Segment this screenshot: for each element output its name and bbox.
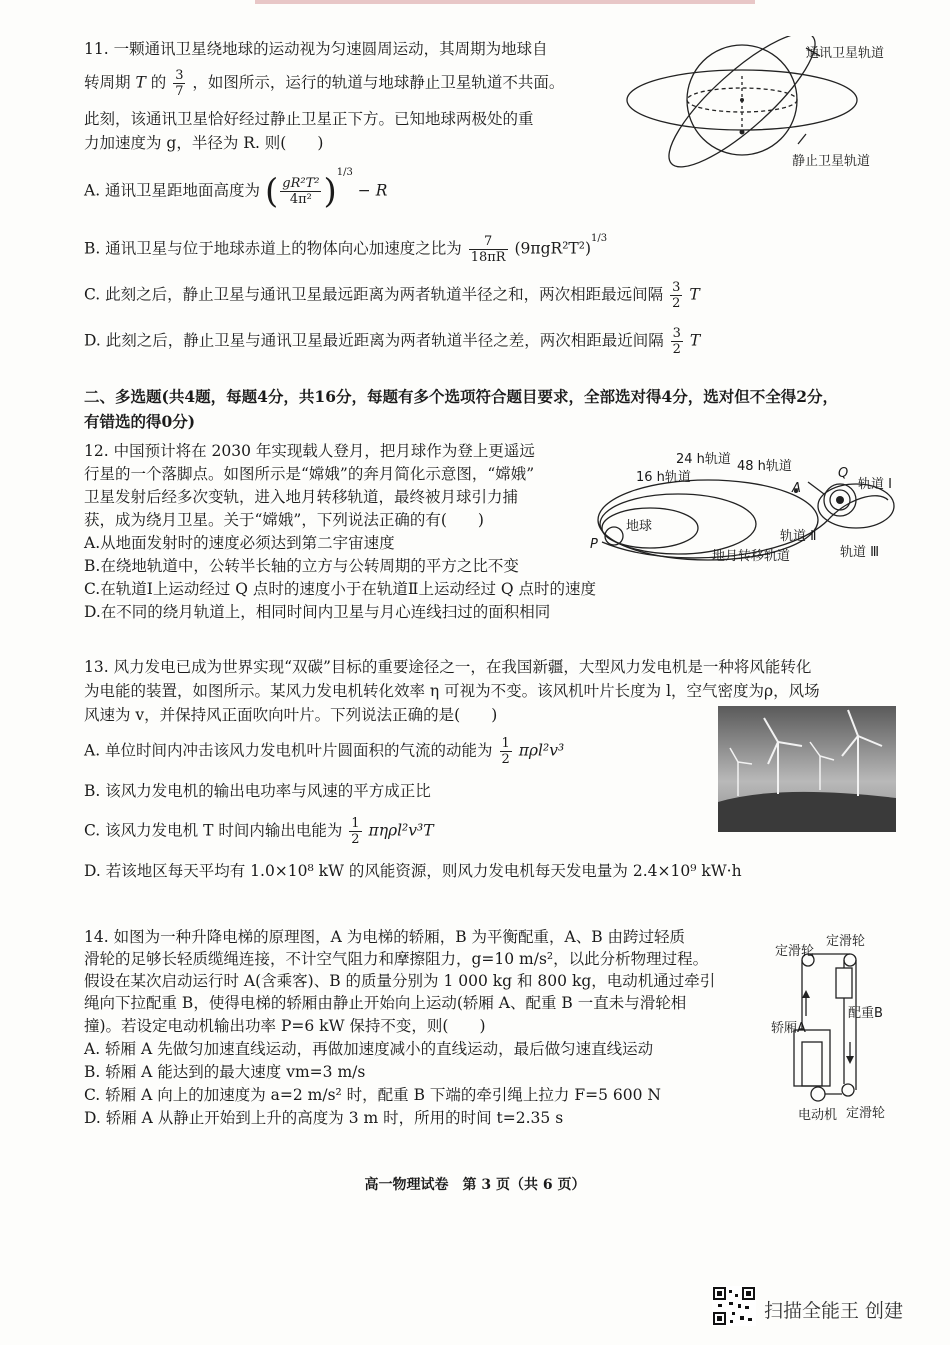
q11-option-d: D. 此刻之后，静止卫星与通讯卫星最近距离为两者轨道半径之差，两次相距最近间隔 $\frac{3}{2}$ T xyxy=(84,326,701,357)
section-2-heading-line-2: 有错选的得0分) xyxy=(84,412,196,431)
q11-var-T: T xyxy=(135,73,146,92)
q14-stem-line-3: 假设在某次启动运行时 A(含乘客)、B 的质量分别为 1 000 kg 和 800 kg，电动机通过牵引 xyxy=(84,972,716,990)
q13-stem-line-1: 13. 风力发电已成为世界实现“双碳”目标的重要途径之一，在我国新疆，大型风力发电机是一种将风能转化 xyxy=(84,658,812,676)
page-footer: 高一物理试卷 第 3 页（共 6 页） xyxy=(364,1177,586,1193)
q11-d-fraction: $\frac{3}{2}$ xyxy=(672,326,681,357)
point-a-label: A xyxy=(792,481,801,496)
q11-fraction-3-7: $\frac{3}{7}$ xyxy=(175,68,184,99)
q11-option-a: A. 通讯卫星距地面高度为 ( $\frac{\text{gR²T²}}{\text{4π²}}$ )$^{1/3}$ − R xyxy=(84,167,388,212)
moon-dot xyxy=(836,496,844,504)
q13-option-a: A. 单位时间内冲击该风力发电机叶片圆面积的气流的动能为 $\frac{1}{2}$ πρl²v³ xyxy=(84,736,565,767)
q11-option-c: C. 此刻之后，静止卫星与通讯卫星最远距离为两者轨道半径之和，两次相距最远间隔 $\frac{3}{2}$ T xyxy=(84,280,700,311)
point-p-label: P xyxy=(590,537,598,552)
q14-stem-line-2: 滑轮的足够长轻质缆绳连接，不计空气阻力和摩擦阻力，g=10 m/s²，以此分析物理过程。 xyxy=(84,950,709,968)
comm-orbit-label: 通讯卫星轨道 xyxy=(806,46,885,61)
counterweight-label: 配重B xyxy=(848,1006,883,1021)
orbit-24h-label: 24 h轨道 xyxy=(676,452,731,467)
q12-stem-line-3: 卫星发射后经多次变轨，进入地月转移轨道，最终被月球引力捕 xyxy=(84,488,519,506)
orbit-48h-label: 48 h轨道 xyxy=(737,459,792,474)
q11-stem-line-2 xyxy=(84,68,564,99)
q12-option-d: D.在不同的绕月轨道上，相同时间内卫星与月心连线扫过的面积相同 xyxy=(84,603,551,621)
q11-stem-line-3: 此刻，该通讯卫星恰好经过静止卫星正下方。已知地球两极处的重 xyxy=(84,110,534,128)
motor xyxy=(811,1087,825,1101)
qr-code-icon xyxy=(712,1286,756,1326)
orbit-3-label: 轨道 Ⅲ xyxy=(840,545,880,560)
elevator-car-label: 轿厢A xyxy=(771,1021,806,1036)
q13-stem-line-2: 为电能的装置，如图所示。某风力发电机转化效率 η 可视为不变。该风机叶片长度为 l，空气密度为ρ，风场 xyxy=(84,682,820,700)
counterweight-b xyxy=(836,968,852,998)
top-edge-strip xyxy=(255,0,755,4)
elevator-car-a xyxy=(794,1030,830,1086)
q11-b-fraction: $\frac{7}{18\pi R}$ xyxy=(470,234,506,265)
q12-option-b: B.在绕地轨道中，公转半长轴的立方与公转周期的平方之比不变 xyxy=(84,557,519,575)
orbit-2-label: 轨道 Ⅱ xyxy=(780,529,817,544)
fixed-pulley-label-3: 定滑轮 xyxy=(846,1106,886,1121)
orbit-1-label: 轨道 Ⅰ xyxy=(858,477,892,492)
q11-option-b: B. 通讯卫星与位于地球赤道上的物体向心加速度之比为 $\frac{7}{18\pi R}$ $(9\pi gR^2T^2)^{1/3}$ xyxy=(84,233,608,265)
fixed-pulley-label-1: 定滑轮 xyxy=(775,944,815,959)
earth-label: 地球 xyxy=(626,519,653,534)
q11-a-fraction: $\frac{\text{gR²T²}}{\text{4π²}}$ xyxy=(282,176,320,207)
q14-option-c: C. 轿厢 A 向上的加速度为 a=2 m/s² 时，配重 B 下端的牵引绳上拉力 F=5 600 N xyxy=(84,1086,661,1104)
motor-label: 电动机 xyxy=(798,1108,838,1123)
q12-option-a: A.从地面发射时的速度必须达到第二宇宙速度 xyxy=(84,534,395,552)
q13-option-c: C. 该风力发电机 T 时间内输出电能为 $\frac{1}{2}$ πηρl²v³T xyxy=(84,816,434,847)
q11-stem-text: 转周期 xyxy=(84,73,131,92)
q14-option-b: B. 轿厢 A 能达到的最大速度 vm=3 m/s xyxy=(84,1063,366,1081)
q12-stem-line-1: 12. 中国预计将在 2030 年实现载人登月，把月球作为登上更遥远 xyxy=(84,442,535,460)
q12-stem-line-4: 获，成为绕月卫星。关于“嫦娥”，下列说法正确的有( ) xyxy=(84,511,484,529)
fixed-pulley-bottom xyxy=(842,1084,854,1096)
scanner-watermark: 扫描全能王 创建 xyxy=(764,1300,904,1322)
q13-option-b: B. 该风力发电机的输出电功率与风速的平方成正比 xyxy=(84,782,431,800)
q11-stem-line-4: 力加速度为 g，半径为 R. 则( ) xyxy=(84,134,324,152)
orbit-16h-label: 16 h轨道 xyxy=(636,470,691,485)
q11-stem-text-c: ，如图所示，运行的轨道与地球静止卫星轨道不共面。 xyxy=(192,73,565,92)
fixed-pulley-label-2: 定滑轮 xyxy=(826,934,866,949)
q14-stem-line-5: 撞)。若设定电动机输出功率 P=6 kW 保持不变，则( ) xyxy=(84,1017,486,1035)
transfer-orbit-label: 地月转移轨道 xyxy=(712,549,791,564)
q13-a-fraction: $\frac{1}{2}$ xyxy=(501,736,510,767)
q11-c-fraction: $\frac{3}{2}$ xyxy=(672,280,681,311)
q14-stem-line-4: 绳向下拉配重 B，使得电梯的轿厢由静止开始向上运动(轿厢 A、配重 B 一直未与滑轮相 xyxy=(84,994,687,1012)
q14-stem-line-1: 14. 如图为一种升降电梯的原理图，A 为电梯的轿厢，B 为平衡配重，A、B 由跨过轻质 xyxy=(84,928,686,946)
q11-stem-text-b: 的 xyxy=(150,73,167,92)
q14-option-a: A. 轿厢 A 先做匀加速直线运动，再做加速度减小的直线运动，最后做匀速直线运动 xyxy=(84,1040,654,1058)
q12-stem-line-2: 行星的一个落脚点。如图所示是“嫦娥”的奔月简化示意图，“嫦娥” xyxy=(84,465,535,483)
q13-stem-line-3: 风速为 v，并保持风正面吹向叶片。下列说法正确的是( ) xyxy=(84,706,498,724)
q13-c-fraction: $\frac{1}{2}$ xyxy=(351,816,360,847)
geo-orbit-label: 静止卫星轨道 xyxy=(792,154,871,169)
q12-option-c: C.在轨道Ⅰ上运动经过 Q 点时的速度小于在轨道Ⅱ上运动经过 Q 点时的速度 xyxy=(84,580,597,598)
point-q-label: Q xyxy=(838,466,849,481)
section-2-heading-line-1: 二、多选题(共4题，每题4分，共16分，每题有多个选项符合题目要求，全部选对得4分，选对但不全得2分， xyxy=(84,387,839,406)
q11-stem-line-1: 11. 一颗通讯卫星绕地球的运动视为匀速圆周运动，其周期为地球自 xyxy=(84,40,548,58)
fixed-pulley-right xyxy=(844,954,856,966)
wind-turbine-photo xyxy=(718,706,896,832)
q13-option-d: D. 若该地区每天平均有 1.0×10⁸ kW 的风能资源，则风力发电机每天发电量为 2.4×10⁹ kW·h xyxy=(84,862,742,880)
q14-option-d: D. 轿厢 A 从静止开始到上升的高度为 3 m 时，所用的时间 t=2.35 s xyxy=(84,1109,564,1127)
